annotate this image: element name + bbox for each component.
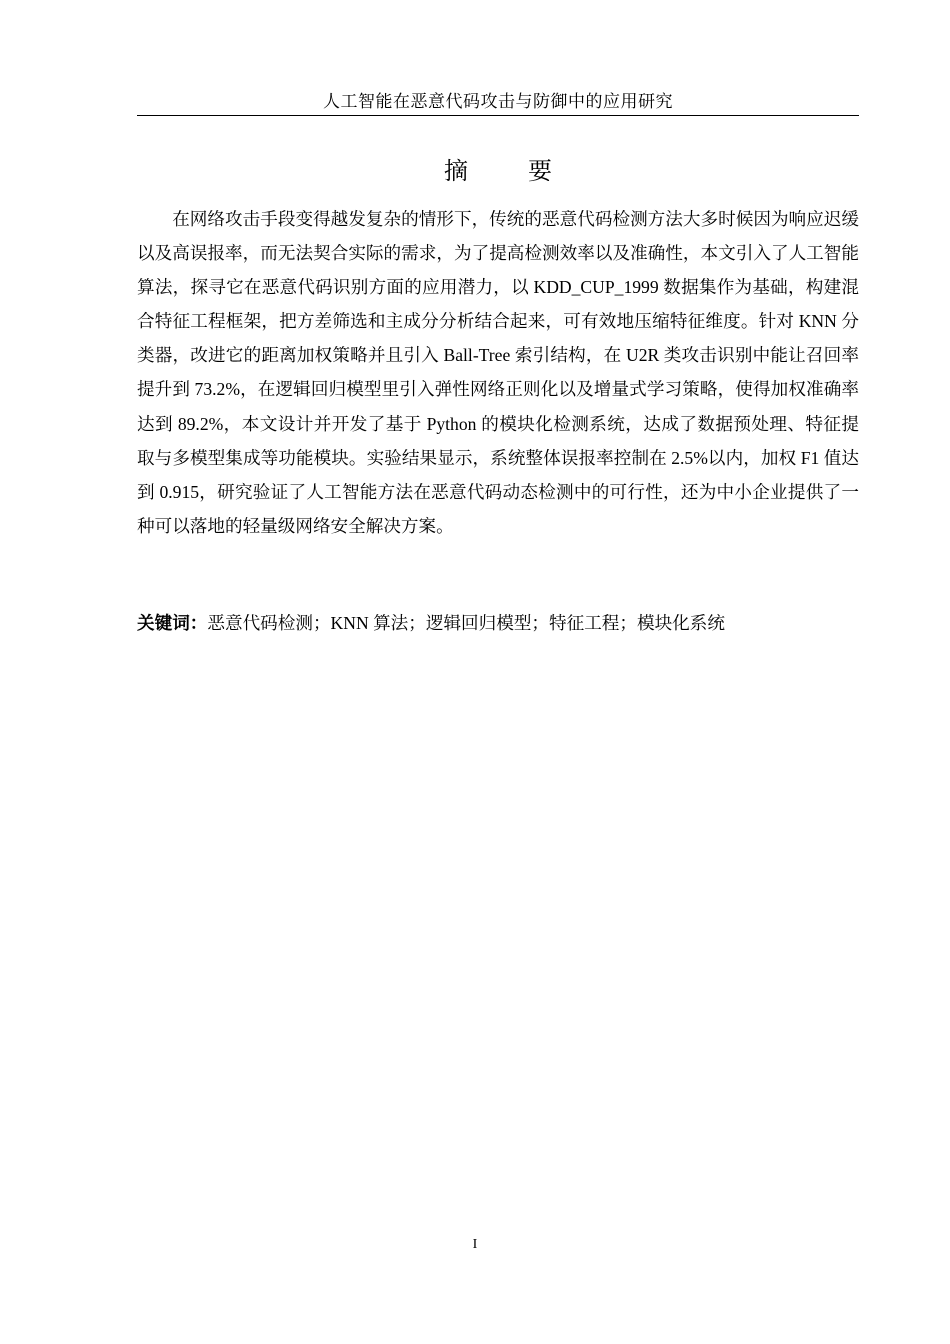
running-header: 人工智能在恶意代码攻击与防御中的应用研究 (137, 89, 859, 116)
keywords-line (137, 606, 859, 640)
keywords-label: 关键词： (137, 613, 208, 633)
abstract-body: 在网络攻击手段变得越发复杂的情形下，传统的恶意代码检测方法大多时候因为响应迟缓以及高误报率，而无法契合实际的需求，为了提高检测效率以及准确性，本文引入了人工智能算法，探寻它在恶意代码识别方面的应用潜力，以 KDD_CUP_1999 数据集作为基础，构建混合特征工程框架，把方差筛选和主成分分析结合起来，可有效地压缩特征维度。针对 KNN 分类器，改进它的距离加权策略并且引入 Ball-Tree 索引结构，在 U2R 类攻击识别中能让召回率提升到 73.2%，在逻辑回归模型里引入弹性网络正则化以及增量式学习策略，使得加权准确率达到 89.2%，本文设计并开发了基于 Python 的模块化检测系统，达成了数据预处理、特征提取与多模型集成等功能模块。实验结果显示，系统整体误报率控制在 2.5%以内，加权 F1 值达到 0.915，研究验证了人工智能方法在恶意代码动态检测中的可行性，还为中小企业提供了一种可以落地的轻量级网络安全解决方案。 (137, 209, 859, 536)
abstract-title: 摘 要 (444, 159, 570, 185)
page-number: I (472, 1237, 478, 1252)
keywords-text: 恶意代码检测；KNN 算法；逻辑回归模型；特征工程；模块化系统 (207, 613, 725, 633)
